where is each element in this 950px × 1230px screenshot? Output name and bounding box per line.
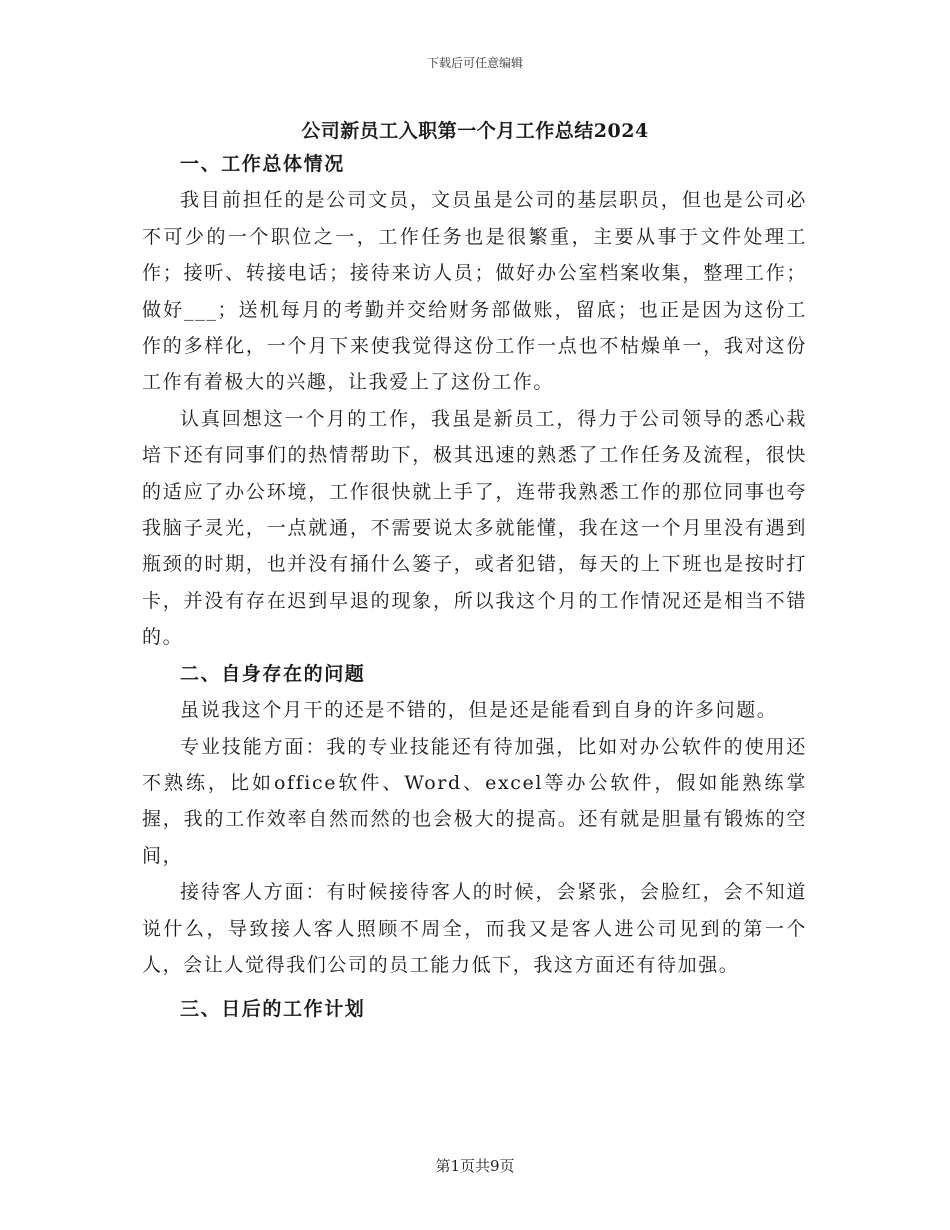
section-heading-2: 二、自身存在的问题 <box>180 662 366 685</box>
paragraph: 虽说我这个月干的还是不错的，但是还是能看到自身的许多问题。 <box>180 699 778 722</box>
document-title: 公司新员工入职第一个月工作总结2024 <box>301 120 649 142</box>
paragraph: 专业技能方面：我的专业技能还有待加强，比如对办公软件的使用还不熟练，比如office软件、Word、excel等办公软件，假如能熟练掌握，我的工作效率自然而然的也会极大的提高。还有就是胆量有锻炼的空间， <box>142 735 807 867</box>
paragraph: 认真回想这一个月的工作，我虽是新员工，得力于公司领导的悉心栽培下还有同事们的热情帮助下，极其迅速的熟悉了工作任务及流程，很快的适应了办公环境，工作很快就上手了，连带我熟悉工作的那位同事也夸我脑子灵光，一点就通，不需要说太多就能懂，我在这一个月里没有遇到瓶颈的时期，也并没有捅什么篓子，或者犯错，每天的上下班也是按时打卡，并没有存在迟到早退的现象，所以我这个月的工作情况还是相当不错的。 <box>142 407 807 649</box>
document-body <box>142 146 807 1028</box>
section-heading-1: 一、工作总体情况 <box>180 153 345 175</box>
paragraph: 接待客人方面：有时候接待客人的时候，会紧张，会脸红，会不知道说什么，导致接人客人照顾不周全，而我又是客人进公司见到的第一个人，会让人觉得我们公司的员工能力低下，我这方面还有待加强。 <box>142 881 807 976</box>
page-number: 第1页共9页 <box>435 1157 515 1175</box>
section-heading-3: 三、日后的工作计划 <box>180 998 366 1021</box>
download-note: 下载后可任意编辑 <box>426 56 523 70</box>
paragraph: 我目前担任的是公司文员，文员虽是公司的基层职员，但也是公司必不可少的一个职位之一，工作任务也是很繁重，主要从事于文件处理工作；接听、转接电话；接待来访人员；做好办公室档案收集，整理工作；做好___；送机每月的考勤并交给财务部做账，留底；也正是因为这份工作的多样化，一个月下来使我觉得这份工作一点也不枯燥单一，我对这份工作有着极大的兴趣，让我爱上了这份工作。 <box>142 189 807 394</box>
